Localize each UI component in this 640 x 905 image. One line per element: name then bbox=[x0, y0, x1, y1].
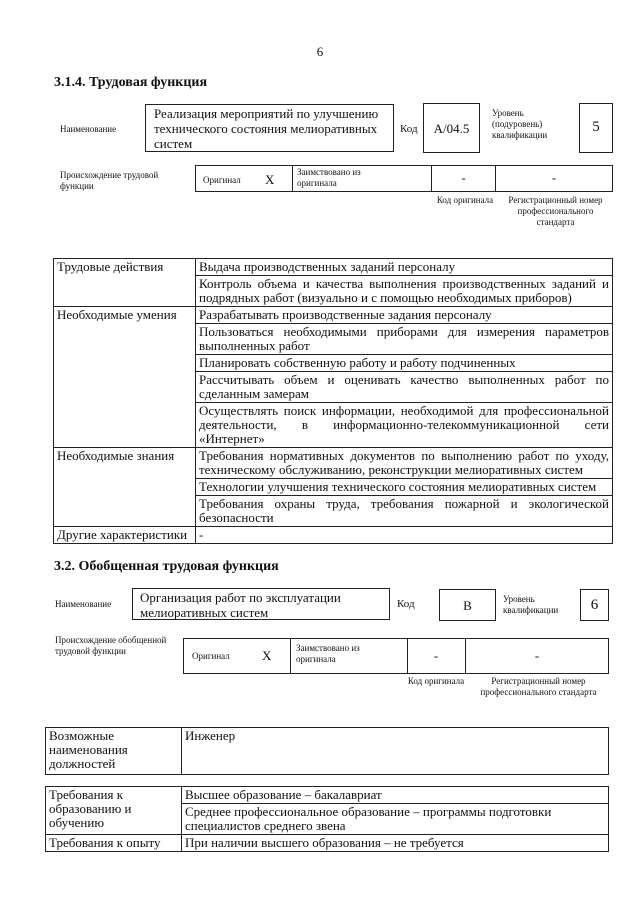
original-mark-314: X bbox=[265, 172, 275, 187]
section-314-heading: 3.1.4. Трудовая функция bbox=[54, 75, 208, 90]
level-box-32 bbox=[580, 589, 609, 621]
level-box-314 bbox=[579, 103, 613, 153]
knowledge-item: Требования охраны труда, требования пожарной и экологической безопасности bbox=[196, 496, 613, 527]
origin-label-32: Происхождение обобщенной трудовой функции bbox=[55, 635, 167, 656]
knowledge-item: Технологии улучшения технического состояния мелиоративных систем bbox=[196, 479, 613, 496]
section-32-heading: 3.2. Обобщенная трудовая функция bbox=[54, 559, 279, 574]
function-details-table bbox=[53, 258, 613, 544]
original-mark-32: X bbox=[262, 648, 272, 663]
table-row bbox=[46, 835, 609, 852]
name-label-32: Наименование bbox=[55, 599, 112, 609]
reg-number-value-314: - bbox=[551, 170, 557, 185]
name-label-314: Наименование bbox=[60, 124, 117, 134]
origin-row-32 bbox=[183, 638, 609, 674]
original-label-314: Оригинал bbox=[203, 175, 241, 185]
positions-value: Инженер bbox=[182, 728, 609, 775]
action-item: Контроль объема и качества выполнения производственных заданий и подрядных работ (визуально и с помощью необходимых приборов) bbox=[196, 276, 613, 307]
page-number: 6 bbox=[316, 44, 324, 59]
borrowed-label-314: Заимствовано из оригинала bbox=[297, 167, 361, 188]
knowledge-label: Необходимые знания bbox=[54, 448, 196, 527]
code-original-value-314: - bbox=[461, 170, 466, 185]
code-original-value-32: - bbox=[433, 648, 439, 663]
requirements-table bbox=[45, 786, 609, 852]
skill-item: Планировать собственную работу и работу подчиненных bbox=[196, 355, 613, 372]
name-value-32: Организация работ по эксплуатации мелиоративных систем bbox=[140, 590, 341, 620]
knowledge-item: Требования нормативных документов по выполнению работ по уходу, техническому обслуживанию, реконструкции мелиоративных систем bbox=[196, 448, 613, 479]
table-row bbox=[46, 728, 609, 775]
code-original-caption-32: Код оригинала bbox=[407, 676, 465, 686]
original-label-32: Оригинал bbox=[192, 651, 230, 661]
code-original-caption-314: Код оригинала bbox=[436, 195, 494, 205]
table-row bbox=[54, 527, 613, 544]
actions-label: Трудовые действия bbox=[54, 259, 196, 307]
other-value: - bbox=[196, 527, 613, 544]
experience-value: При наличии высшего образования – не требуется bbox=[182, 835, 609, 852]
code-value-32: B bbox=[463, 598, 472, 613]
table-row bbox=[54, 307, 613, 324]
experience-label: Требования к опыту bbox=[46, 835, 182, 852]
name-box-314 bbox=[145, 104, 394, 152]
borrowed-label-32: Заимствовано из оригинала bbox=[296, 643, 360, 664]
code-box-314 bbox=[423, 103, 480, 153]
skills-label: Необходимые умения bbox=[54, 307, 196, 448]
reg-number-value-32: - bbox=[534, 648, 540, 663]
code-label-32: Код bbox=[397, 598, 415, 610]
other-label: Другие характеристики bbox=[54, 527, 196, 544]
skill-item: Рассчитывать объем и оценивать качество выполненных работ по сделанным замерам bbox=[196, 372, 613, 403]
code-label-314: Код bbox=[400, 123, 418, 135]
positions-label: Возможные наименования должностей bbox=[46, 728, 182, 775]
name-value-314: Реализация мероприятий по улучшению технического состояния мелиоративных систем bbox=[154, 106, 379, 151]
education-item: Среднее профессиональное образование – программы подготовки специалистов среднего звена bbox=[182, 804, 609, 835]
table-row bbox=[54, 448, 613, 479]
origin-divider bbox=[290, 639, 291, 673]
education-label: Требования к образованию и обучению bbox=[46, 787, 182, 835]
code-value-314: A/04.5 bbox=[433, 121, 470, 136]
origin-divider bbox=[292, 166, 293, 191]
action-item: Выдача производственных заданий персоналу bbox=[196, 259, 613, 276]
table-row bbox=[46, 787, 609, 804]
skill-item: Пользоваться необходимыми приборами для измерения параметров выполненных работ bbox=[196, 324, 613, 355]
level-label-314: Уровень (подуровень) квалификации bbox=[492, 108, 548, 140]
name-box-32 bbox=[132, 588, 390, 620]
code-box-32 bbox=[439, 589, 496, 621]
level-value-314: 5 bbox=[592, 119, 600, 135]
skill-item: Осуществлять поиск информации, необходимой для профессиональной деятельности, в информационно-телекоммуникационной сети «Интернет» bbox=[196, 403, 613, 448]
skill-item: Разрабатывать производственные задания персоналу bbox=[196, 307, 613, 324]
origin-row-314 bbox=[195, 165, 613, 192]
positions-table bbox=[45, 727, 609, 775]
reg-number-caption-32: Регистрационный номер профессионального стандарта bbox=[480, 676, 597, 697]
table-row bbox=[54, 259, 613, 276]
level-label-32: Уровень квалификации bbox=[503, 594, 559, 615]
reg-number-caption-314: Регистрационный номер профессионального стандарта bbox=[508, 195, 603, 227]
origin-label-314: Происхождение трудовой функции bbox=[60, 170, 159, 191]
education-item: Высшее образование – бакалавриат bbox=[182, 787, 609, 804]
level-value-32: 6 bbox=[590, 597, 599, 613]
